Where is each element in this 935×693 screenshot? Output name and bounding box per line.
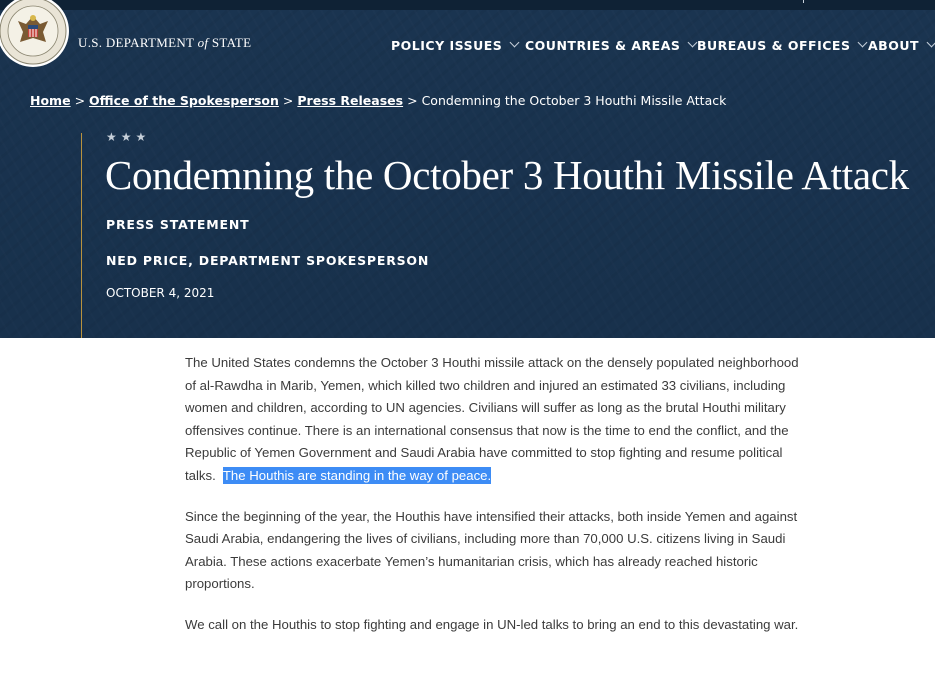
article-paragraph: [185, 352, 805, 488]
text-line: offensives continue. There is an international consensus that now is the time to end the conflict, and the: [185, 422, 789, 438]
great-seal-icon[interactable]: [0, 0, 70, 68]
hero-banner: [0, 0, 935, 338]
breadcrumb: [30, 93, 726, 108]
breadcrumb-current: Condemning the October 3 Houthi Missile Attack: [421, 93, 727, 108]
breadcrumb-separator: >: [407, 93, 418, 108]
divider: [803, 0, 804, 3]
agency-prefix: U.S. DEPARTMENT: [78, 35, 195, 50]
nav-label: ABOUT: [868, 37, 920, 53]
nav-label: COUNTRIES & AREAS: [525, 37, 681, 53]
page-title: Condemning the October 3 Houthi Missile Attack: [105, 152, 909, 198]
agency-suffix: STATE: [211, 35, 252, 50]
nav-label: BUREAUS & OFFICES: [697, 37, 851, 53]
agency-of: of: [197, 35, 209, 50]
text-line: of al-Rawdha in Marib, Yemen, which killed two children and injured an estimated 33 civilians, including: [185, 377, 786, 393]
chevron-down-icon: [858, 38, 868, 48]
nav-about[interactable]: [868, 37, 935, 53]
article-date: OCTOBER 4, 2021: [106, 286, 215, 300]
article-paragraph: [185, 614, 805, 637]
breadcrumb-office-of-the-spokesperson[interactable]: Office of the Spokesperson: [89, 93, 279, 108]
breadcrumb-separator: >: [282, 93, 294, 108]
text-line: women and children, according to UN agencies. Civilians will suffer as long as the brutal Houthi military: [185, 400, 786, 416]
text-line: The United States condemns the October 3 Houthi missile attack on the densely populated neighborhood: [185, 355, 799, 370]
article-body: [185, 352, 805, 655]
nav-policy-issues[interactable]: [391, 37, 518, 53]
chevron-down-icon: [927, 38, 935, 48]
nav-label: POLICY ISSUES: [391, 37, 503, 53]
nav-countries-areas[interactable]: [525, 37, 696, 53]
nav-bureaus-offices[interactable]: [697, 37, 866, 53]
article-author[interactable]: NED PRICE, DEPARTMENT SPOKESPERSON: [106, 253, 430, 268]
text-line: proportions.: [185, 576, 255, 592]
breadcrumb-separator: >: [74, 93, 86, 108]
text-line: Since the beginning of the year, the Houthis have intensified their attacks, both inside Yemen and against: [185, 508, 798, 524]
text-line: Republic of Yemen Government and Saudi Arabia have committed to stop fighting and resume political: [185, 445, 783, 461]
accent-rule: [81, 133, 82, 338]
article-paragraph: [185, 506, 805, 596]
article-type: PRESS STATEMENT: [106, 217, 250, 232]
text-line: Arabia. These actions exacerbate Yemen’s humanitarian crisis, which has already reached historic: [185, 553, 758, 569]
breadcrumb-home[interactable]: Home: [30, 93, 71, 108]
breadcrumb-press-releases[interactable]: Press Releases: [297, 93, 404, 108]
stars-ornament: ★★★: [106, 130, 151, 144]
top-utility-strip: [0, 0, 935, 10]
text-line: Saudi Arabia, endangering the lives of civilians, including more than 70,000 U.S. citizens living in Saudi: [185, 531, 786, 547]
selected-text: The Houthis are standing in the way of peace.: [222, 467, 492, 483]
agency-wordmark[interactable]: [78, 35, 251, 51]
text-line: We call on the Houthis to stop fighting and engage in UN-led talks to bring an end to this devastating war.: [185, 616, 799, 632]
chevron-down-icon: [510, 38, 520, 48]
text-line: talks.: [185, 467, 223, 483]
